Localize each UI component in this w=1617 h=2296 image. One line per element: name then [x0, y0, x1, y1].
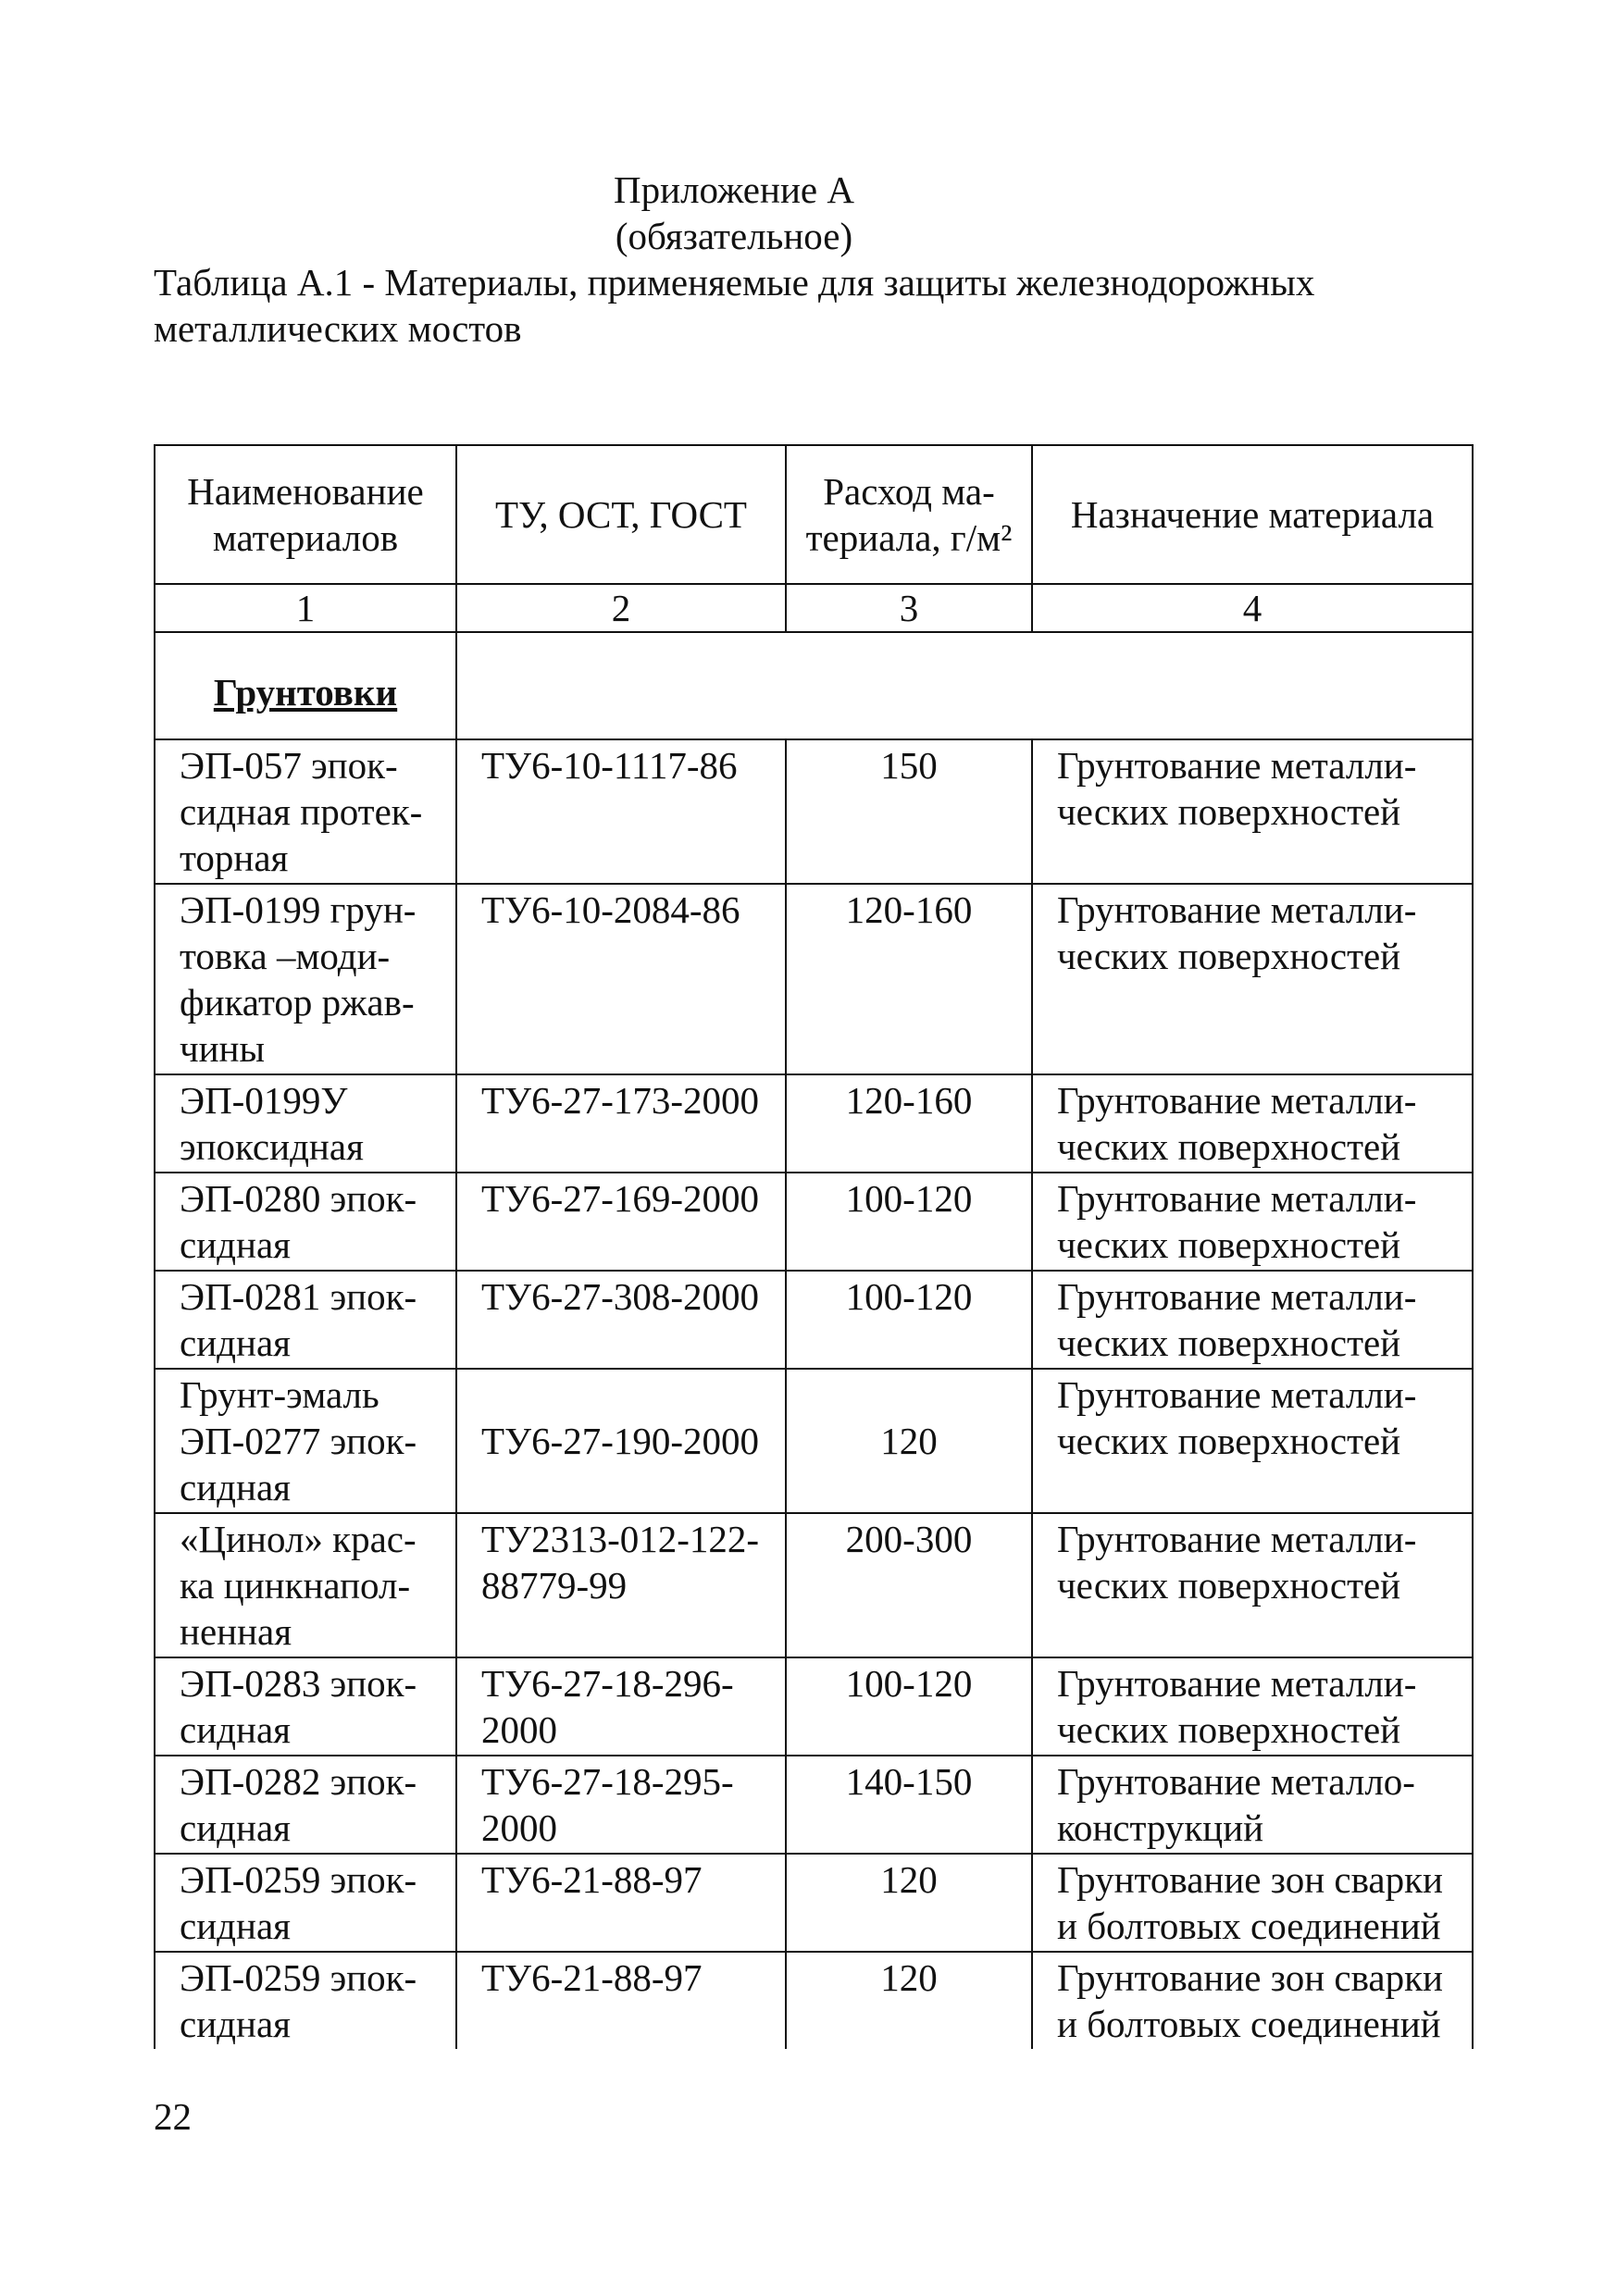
table-row [155, 739, 1473, 884]
cell-rate: 120 [786, 1952, 1032, 2049]
cell-standard: ТУ6-27-169-2000 [456, 1173, 786, 1271]
header-name: Наименование материалов [155, 445, 456, 584]
table-row [155, 1756, 1473, 1854]
section-row [155, 632, 1473, 739]
table-header-row [155, 445, 1473, 584]
cell-standard: ТУ6-21-88-97 [456, 1952, 786, 2049]
document-heading [154, 167, 1375, 352]
appendix-title: Приложение А [614, 168, 854, 211]
cell-rate: 120 [786, 1854, 1032, 1952]
cell-rate: 120-160 [786, 1074, 1032, 1173]
cell-purpose: Грунтование металли-ческих поверхностей [1032, 1074, 1473, 1173]
cell-rate: 120-160 [786, 884, 1032, 1074]
column-number: 2 [456, 584, 786, 632]
cell-standard: ТУ6-27-18-296-2000 [456, 1657, 786, 1756]
cell-name: ЭП-0282 эпок-сидная [155, 1756, 456, 1854]
cell-purpose: Грунтование металло-конструкций [1032, 1756, 1473, 1854]
section-title: Грунтовки [155, 632, 456, 739]
table-caption: Таблица А.1 - Материалы, применяемые для защиты железнодорожных металлических мостов [154, 261, 1315, 350]
cell-standard: ТУ6-10-1117-86 [456, 739, 786, 884]
table-row [155, 1271, 1473, 1369]
appendix-status: (обязательное) [615, 215, 853, 257]
table-row [155, 884, 1473, 1074]
table-row [155, 1657, 1473, 1756]
table-row [155, 1074, 1473, 1173]
header-rate: Расход ма-териала, г/м² [786, 445, 1032, 584]
section-empty-cell [456, 632, 1473, 739]
cell-rate: 200-300 [786, 1513, 1032, 1657]
materials-table [154, 444, 1474, 2049]
cell-name: ЭП-0259 эпок-сидная [155, 1854, 456, 1952]
column-number: 1 [155, 584, 456, 632]
cell-purpose: Грунтование металли-ческих поверхностей [1032, 1173, 1473, 1271]
cell-purpose: Грунтование металли-ческих поверхностей [1032, 1657, 1473, 1756]
cell-name: ЭП-0199У эпоксидная [155, 1074, 456, 1173]
cell-rate: 100-120 [786, 1173, 1032, 1271]
cell-standard: ТУ6-10-2084-86 [456, 884, 786, 1074]
cell-name: ЭП-0283 эпок-сидная [155, 1657, 456, 1756]
cell-rate: 120 [786, 1369, 1032, 1513]
cell-purpose: Грунтование металли-ческих поверхностей [1032, 1369, 1473, 1513]
cell-name: ЭП-0280 эпок-сидная [155, 1173, 456, 1271]
table-row [155, 1173, 1473, 1271]
column-number: 3 [786, 584, 1032, 632]
cell-purpose: Грунтование металли-ческих поверхностей [1032, 739, 1473, 884]
table-row [155, 1513, 1473, 1657]
cell-rate: 100-120 [786, 1657, 1032, 1756]
cell-name: ЭП-0281 эпок-сидная [155, 1271, 456, 1369]
cell-purpose: Грунтование металли-ческих поверхностей [1032, 884, 1473, 1074]
cell-standard: ТУ6-27-308-2000 [456, 1271, 786, 1369]
cell-name: ЭП-0259 эпок-сидная [155, 1952, 456, 2049]
cell-rate: 140-150 [786, 1756, 1032, 1854]
table-row [155, 1854, 1473, 1952]
cell-name: Грунт-эмаль ЭП-0277 эпок-сидная [155, 1369, 456, 1513]
cell-name: ЭП-057 эпок-сидная протек-торная [155, 739, 456, 884]
cell-purpose: Грунтование металли-ческих поверхностей [1032, 1271, 1473, 1369]
page-number: 22 [154, 2095, 192, 2138]
table-row [155, 1369, 1473, 1513]
cell-standard: ТУ2313-012-122-88779-99 [456, 1513, 786, 1657]
cell-standard: ТУ6-27-173-2000 [456, 1074, 786, 1173]
cell-rate: 100-120 [786, 1271, 1032, 1369]
header-purpose: Назначение материала [1032, 445, 1473, 584]
column-number-row [155, 584, 1473, 632]
cell-standard: ТУ6-21-88-97 [456, 1854, 786, 1952]
header-standard: ТУ, ОСТ, ГОСТ [456, 445, 786, 584]
cell-purpose: Грунтование зон сварки и болтовых соединений [1032, 1952, 1473, 2049]
cell-standard: ТУ6-27-190-2000 [456, 1369, 786, 1513]
column-number: 4 [1032, 584, 1473, 632]
cell-rate: 150 [786, 739, 1032, 884]
table-row [155, 1952, 1473, 2049]
cell-purpose: Грунтование металли-ческих поверхностей [1032, 1513, 1473, 1657]
cell-standard: ТУ6-27-18-295-2000 [456, 1756, 786, 1854]
cell-name: ЭП-0199 грун-товка –моди-фикатор ржав-чины [155, 884, 456, 1074]
cell-name: «Цинол» крас-ка цинкнапол-ненная [155, 1513, 456, 1657]
cell-purpose: Грунтование зон сварки и болтовых соединений [1032, 1854, 1473, 1952]
